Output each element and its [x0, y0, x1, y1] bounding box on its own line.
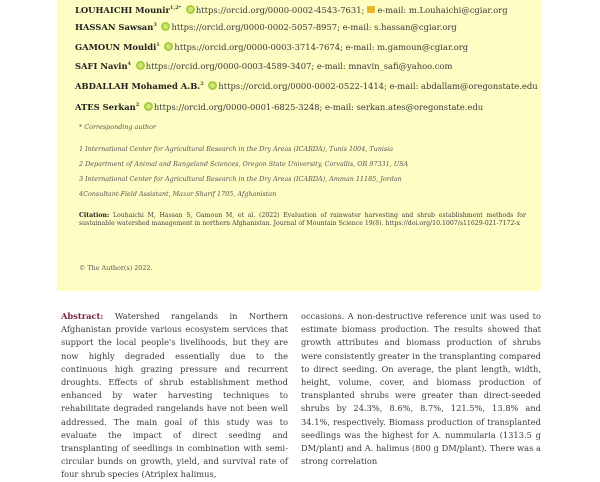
affiliation: 4Consultant-Field Assistant, Mazar Sharif 1705, Afghanistan	[79, 190, 277, 198]
author-line	[75, 3, 508, 16]
orcid-link[interactable]: https://orcid.org/0000-0002-4543-7631;	[195, 4, 365, 15]
orcid-icon[interactable]	[144, 102, 153, 111]
author-line	[75, 40, 468, 53]
author-name: ATES Serkan	[75, 101, 136, 112]
orcid-icon[interactable]	[136, 61, 145, 70]
author-email[interactable]: e-mail: mnavin_safi@yahoo.com	[316, 60, 453, 71]
abstract-text-left: Watershed rangelands in Northern Afghanistan provide various ecosystem services that support the local people's livelihoods, but they are now highly degraded essentially due to the continuous high grazing pressure and recurrent droughts. Effects of shrub establishment method enhanced by water harvesting techniques to rehabilitate degraded rangelands have not been well addressed. The main goal of this study was to evaluate the impact of direct seeding and transplanting of seedlings in combination with semi-circular bunds on growth, yield, and survival rate of four shrub species (Atriplex halimus,	[61, 311, 288, 480]
abstract-text-right: occasions. A non-destructive reference unit was used to estimate biomass production. The results showed that growth attributes and biomass production of shrubs were consistently greater in the transplanting compared to direct seeding. On average, the plant length, width, height, volume, cover, and biomass production of transplanted shrubs were greater than direct-seeded shrubs by 24.3%, 8.6%, 8.7%, 121.5%, 13.8% and 34.1%, respectively. Biomass production of transplanted seedlings was the highest for A. nummularia (1313.5 g DM/plant) and A. halimus (800 g DM/plant). There was a strong correlation	[301, 311, 541, 467]
author-name: SAFI Navin	[75, 60, 128, 71]
author-line	[75, 79, 538, 92]
affiliation: 3 International Center for Agricultural Research in the Dry Areas (ICARDA), Amman 11185, Jordan	[79, 175, 402, 183]
author-name: LOUHAICHI Mounir	[75, 4, 170, 15]
author-line	[75, 20, 457, 33]
corresponding-author-note: * Corresponding author	[79, 123, 157, 131]
abstract-label: Abstract:	[61, 311, 104, 321]
author-name: GAMOUN Mouldi	[75, 41, 157, 52]
citation-text: Louhaichi M, Hassan S, Gamoun M, et al. (2022) Evaluation of rainwater harvesting and shrub establishment methods for sustainable watershed management in northern Afghanistan. Journal of Mountain Science 19(8). https://doi.org/10.1007/s11629-021-7172-x	[79, 212, 526, 227]
orcid-link[interactable]: https://orcid.org/0000-0002-5057-8957;	[171, 21, 340, 32]
orcid-icon[interactable]	[164, 42, 173, 51]
author-line	[75, 59, 452, 72]
orcid-icon[interactable]	[161, 22, 170, 31]
orcid-icon[interactable]	[208, 81, 217, 90]
author-email[interactable]: e-mail: s.hassan@cgiar.org	[342, 21, 457, 32]
author-affiliation-sup: 1,2*	[169, 5, 182, 11]
citation-label: Citation:	[79, 212, 110, 219]
abstract-left-column	[61, 310, 288, 482]
author-affiliation-sup: 4	[127, 61, 132, 67]
author-affiliation-sup: 3	[153, 22, 157, 28]
orcid-link[interactable]: https://orcid.org/0000-0002-0522-1414;	[218, 80, 387, 91]
copyright-notice: © The Author(s) 2022.	[79, 264, 153, 272]
author-email[interactable]: e-mail: m.gamoun@cgiar.org	[345, 41, 469, 52]
abstract-right-column	[301, 310, 541, 468]
author-affiliation-sup: 2	[135, 102, 140, 108]
citation-block	[79, 212, 526, 227]
affiliation: 2 Department of Animal and Rangeland Sciences, Oregon State University, Corvallis, OR 97331, USA	[79, 160, 409, 168]
mail-icon[interactable]	[367, 6, 375, 13]
author-name: ABDALLAH Mohamed A.B.	[75, 80, 201, 91]
author-email[interactable]: e-mail: abdallam@oregonstate.edu	[389, 80, 538, 91]
affiliation: 1 International Center for Agricultural Research in the Dry Areas (ICARDA), Tunis 1004, Tunisia	[79, 145, 394, 153]
orcid-link[interactable]: https://orcid.org/0000-0003-3714-7674;	[174, 41, 343, 52]
author-email[interactable]: e-mail: m.Louhaichi@cgiar.org	[377, 4, 508, 15]
orcid-link[interactable]: https://orcid.org/0000-0001-6825-3248;	[153, 101, 323, 112]
author-line	[75, 100, 483, 113]
author-email[interactable]: e-mail: serkan.ates@oregonstate.edu	[325, 101, 484, 112]
orcid-link[interactable]: https://orcid.org/0000-0003-4589-3407;	[145, 60, 315, 71]
author-affiliation-sup: 1	[156, 42, 160, 48]
orcid-icon[interactable]	[186, 5, 195, 14]
author-name: HASSAN Sawsan	[75, 21, 154, 32]
author-affiliation-sup: 2	[200, 81, 204, 87]
